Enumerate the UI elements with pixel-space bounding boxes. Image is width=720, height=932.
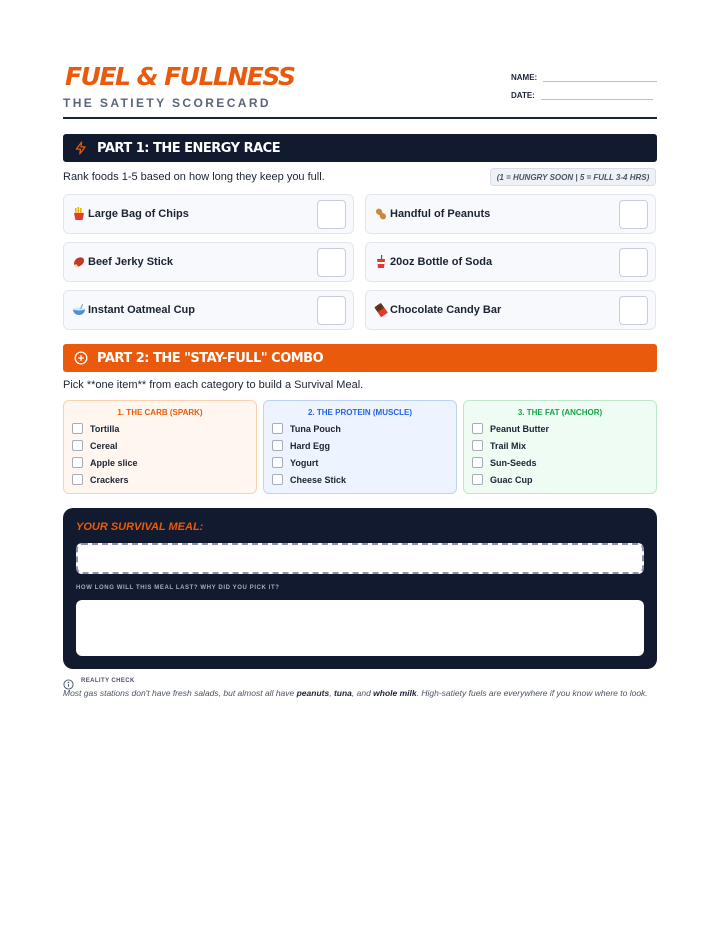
combo-item-label: Peanut Butter (490, 423, 550, 434)
soda-cup-icon (374, 255, 388, 269)
combo-item[interactable] (472, 440, 526, 451)
combo-item[interactable] (72, 423, 119, 434)
rank-scale-legend: (1 = HUNGRY SOON | 5 = FULL 3-4 HRS) (490, 168, 656, 186)
part2-instructions: Pick **one item** from each category to build a Survival Meal. (63, 379, 364, 391)
part2-header (63, 344, 657, 372)
rank-card-oatmeal (63, 290, 354, 330)
header-divider (63, 117, 657, 119)
checkbox[interactable] (272, 423, 283, 434)
combo-item[interactable] (472, 474, 533, 485)
brand-subtitle: THE SATIETY SCORECARD (63, 96, 271, 110)
combo-item-label: Hard Egg (290, 440, 331, 451)
survival-meal-input[interactable] (76, 543, 644, 574)
checkbox[interactable] (72, 457, 83, 468)
combo-item[interactable] (272, 457, 318, 468)
combo-item[interactable] (272, 474, 346, 485)
rank-card-candy (365, 290, 656, 330)
food-label-soda: 20oz Bottle of Soda (390, 256, 493, 268)
checkbox[interactable] (272, 440, 283, 451)
combo-item[interactable] (72, 474, 129, 485)
rank-card-peanuts (365, 194, 656, 234)
reality-emphasis: whole milk (373, 688, 417, 698)
date-line[interactable] (541, 90, 653, 100)
info-icon (63, 677, 74, 688)
name-line[interactable] (543, 72, 657, 82)
combo-item-label: Tuna Pouch (290, 423, 341, 434)
rank-card-jerky (63, 242, 354, 282)
part2-title: PART 2: THE "STAY-FULL" COMBO (97, 350, 324, 366)
date-label: DATE: (511, 91, 535, 100)
checkbox[interactable] (472, 423, 483, 434)
checkbox[interactable] (472, 457, 483, 468)
combo-heading-fat: 3. THE FAT (ANCHOR) (517, 408, 603, 417)
survival-meal-title: YOUR SURVIVAL MEAL: (76, 521, 204, 533)
survival-question: HOW LONG WILL THIS MEAL LAST? WHY DID YOU PICK IT? (76, 585, 280, 591)
checkbox[interactable] (272, 474, 283, 485)
combo-item-label: Apple slice (90, 457, 138, 468)
rank-card-chips (63, 194, 354, 234)
checkbox[interactable] (272, 457, 283, 468)
combo-item[interactable] (272, 423, 341, 434)
reality-text: Most gas stations don't have fresh salads, but almost all have (63, 688, 297, 698)
plus-circle-icon (73, 350, 89, 366)
checkbox[interactable] (72, 474, 83, 485)
fries-icon (72, 207, 86, 221)
combo-item-label: Tortilla (90, 423, 120, 434)
combo-heading-carb: 1. THE CARB (SPARK) (117, 408, 203, 417)
part1-header (63, 134, 657, 162)
rank-input-candy[interactable] (619, 296, 648, 325)
rank-card-soda (365, 242, 656, 282)
food-label-oatmeal: Instant Oatmeal Cup (88, 304, 195, 316)
combo-item-label: Trail Mix (490, 440, 527, 451)
part1-instructions: Rank foods 1-5 based on how long they keep you full. (63, 171, 325, 183)
combo-item-label: Sun-Seeds (490, 457, 537, 468)
reality-check-title: REALITY CHECK (81, 678, 135, 684)
brand-title: FUEL & FULLNESS (65, 62, 295, 91)
combo-column-carb (63, 400, 257, 494)
meat-icon (72, 255, 86, 269)
combo-item[interactable] (472, 457, 537, 468)
reality-check-text (63, 688, 653, 699)
reality-text: , and (351, 688, 374, 698)
peanut-icon (374, 207, 388, 221)
food-label-chips: Large Bag of Chips (88, 208, 189, 220)
name-label: NAME: (511, 73, 538, 82)
combo-item[interactable] (472, 423, 549, 434)
combo-item-label: Yogurt (290, 457, 319, 468)
rank-input-chips[interactable] (317, 200, 346, 229)
checkbox[interactable] (472, 474, 483, 485)
food-label-peanuts: Handful of Peanuts (390, 208, 491, 220)
name-field-row (511, 72, 657, 82)
survival-meal-panel (63, 508, 657, 669)
checkbox[interactable] (72, 423, 83, 434)
food-label-candy: Chocolate Candy Bar (390, 304, 502, 316)
combo-item-label: Cheese Stick (290, 474, 347, 485)
date-field-row (511, 90, 653, 100)
part1-title: PART 1: THE ENERGY RACE (97, 140, 281, 156)
combo-item[interactable] (72, 440, 118, 451)
food-label-jerky: Beef Jerky Stick (88, 256, 173, 268)
reality-text: , (329, 688, 334, 698)
lightning-icon (73, 140, 89, 156)
checkbox[interactable] (72, 440, 83, 451)
reality-emphasis: tuna (333, 688, 352, 698)
combo-item-label: Cereal (90, 440, 118, 451)
reality-emphasis: peanuts (296, 688, 330, 698)
rank-input-oatmeal[interactable] (317, 296, 346, 325)
rank-input-peanuts[interactable] (619, 200, 648, 229)
combo-item-label: Guac Cup (490, 474, 533, 485)
rank-input-soda[interactable] (619, 248, 648, 277)
combo-column-protein (263, 400, 457, 494)
checkbox[interactable] (472, 440, 483, 451)
chocolate-bar-icon (374, 303, 388, 317)
combo-column-fat (463, 400, 657, 494)
bowl-icon (72, 303, 86, 317)
rank-input-jerky[interactable] (317, 248, 346, 277)
survival-answer-textarea[interactable] (76, 600, 644, 656)
combo-heading-protein: 2. THE PROTEIN (MUSCLE) (307, 408, 412, 417)
combo-item[interactable] (72, 457, 138, 468)
combo-item[interactable] (272, 440, 330, 451)
reality-text: . High-satiety fuels are everywhere if you know where to look. (416, 688, 648, 698)
combo-item-label: Crackers (90, 474, 129, 485)
